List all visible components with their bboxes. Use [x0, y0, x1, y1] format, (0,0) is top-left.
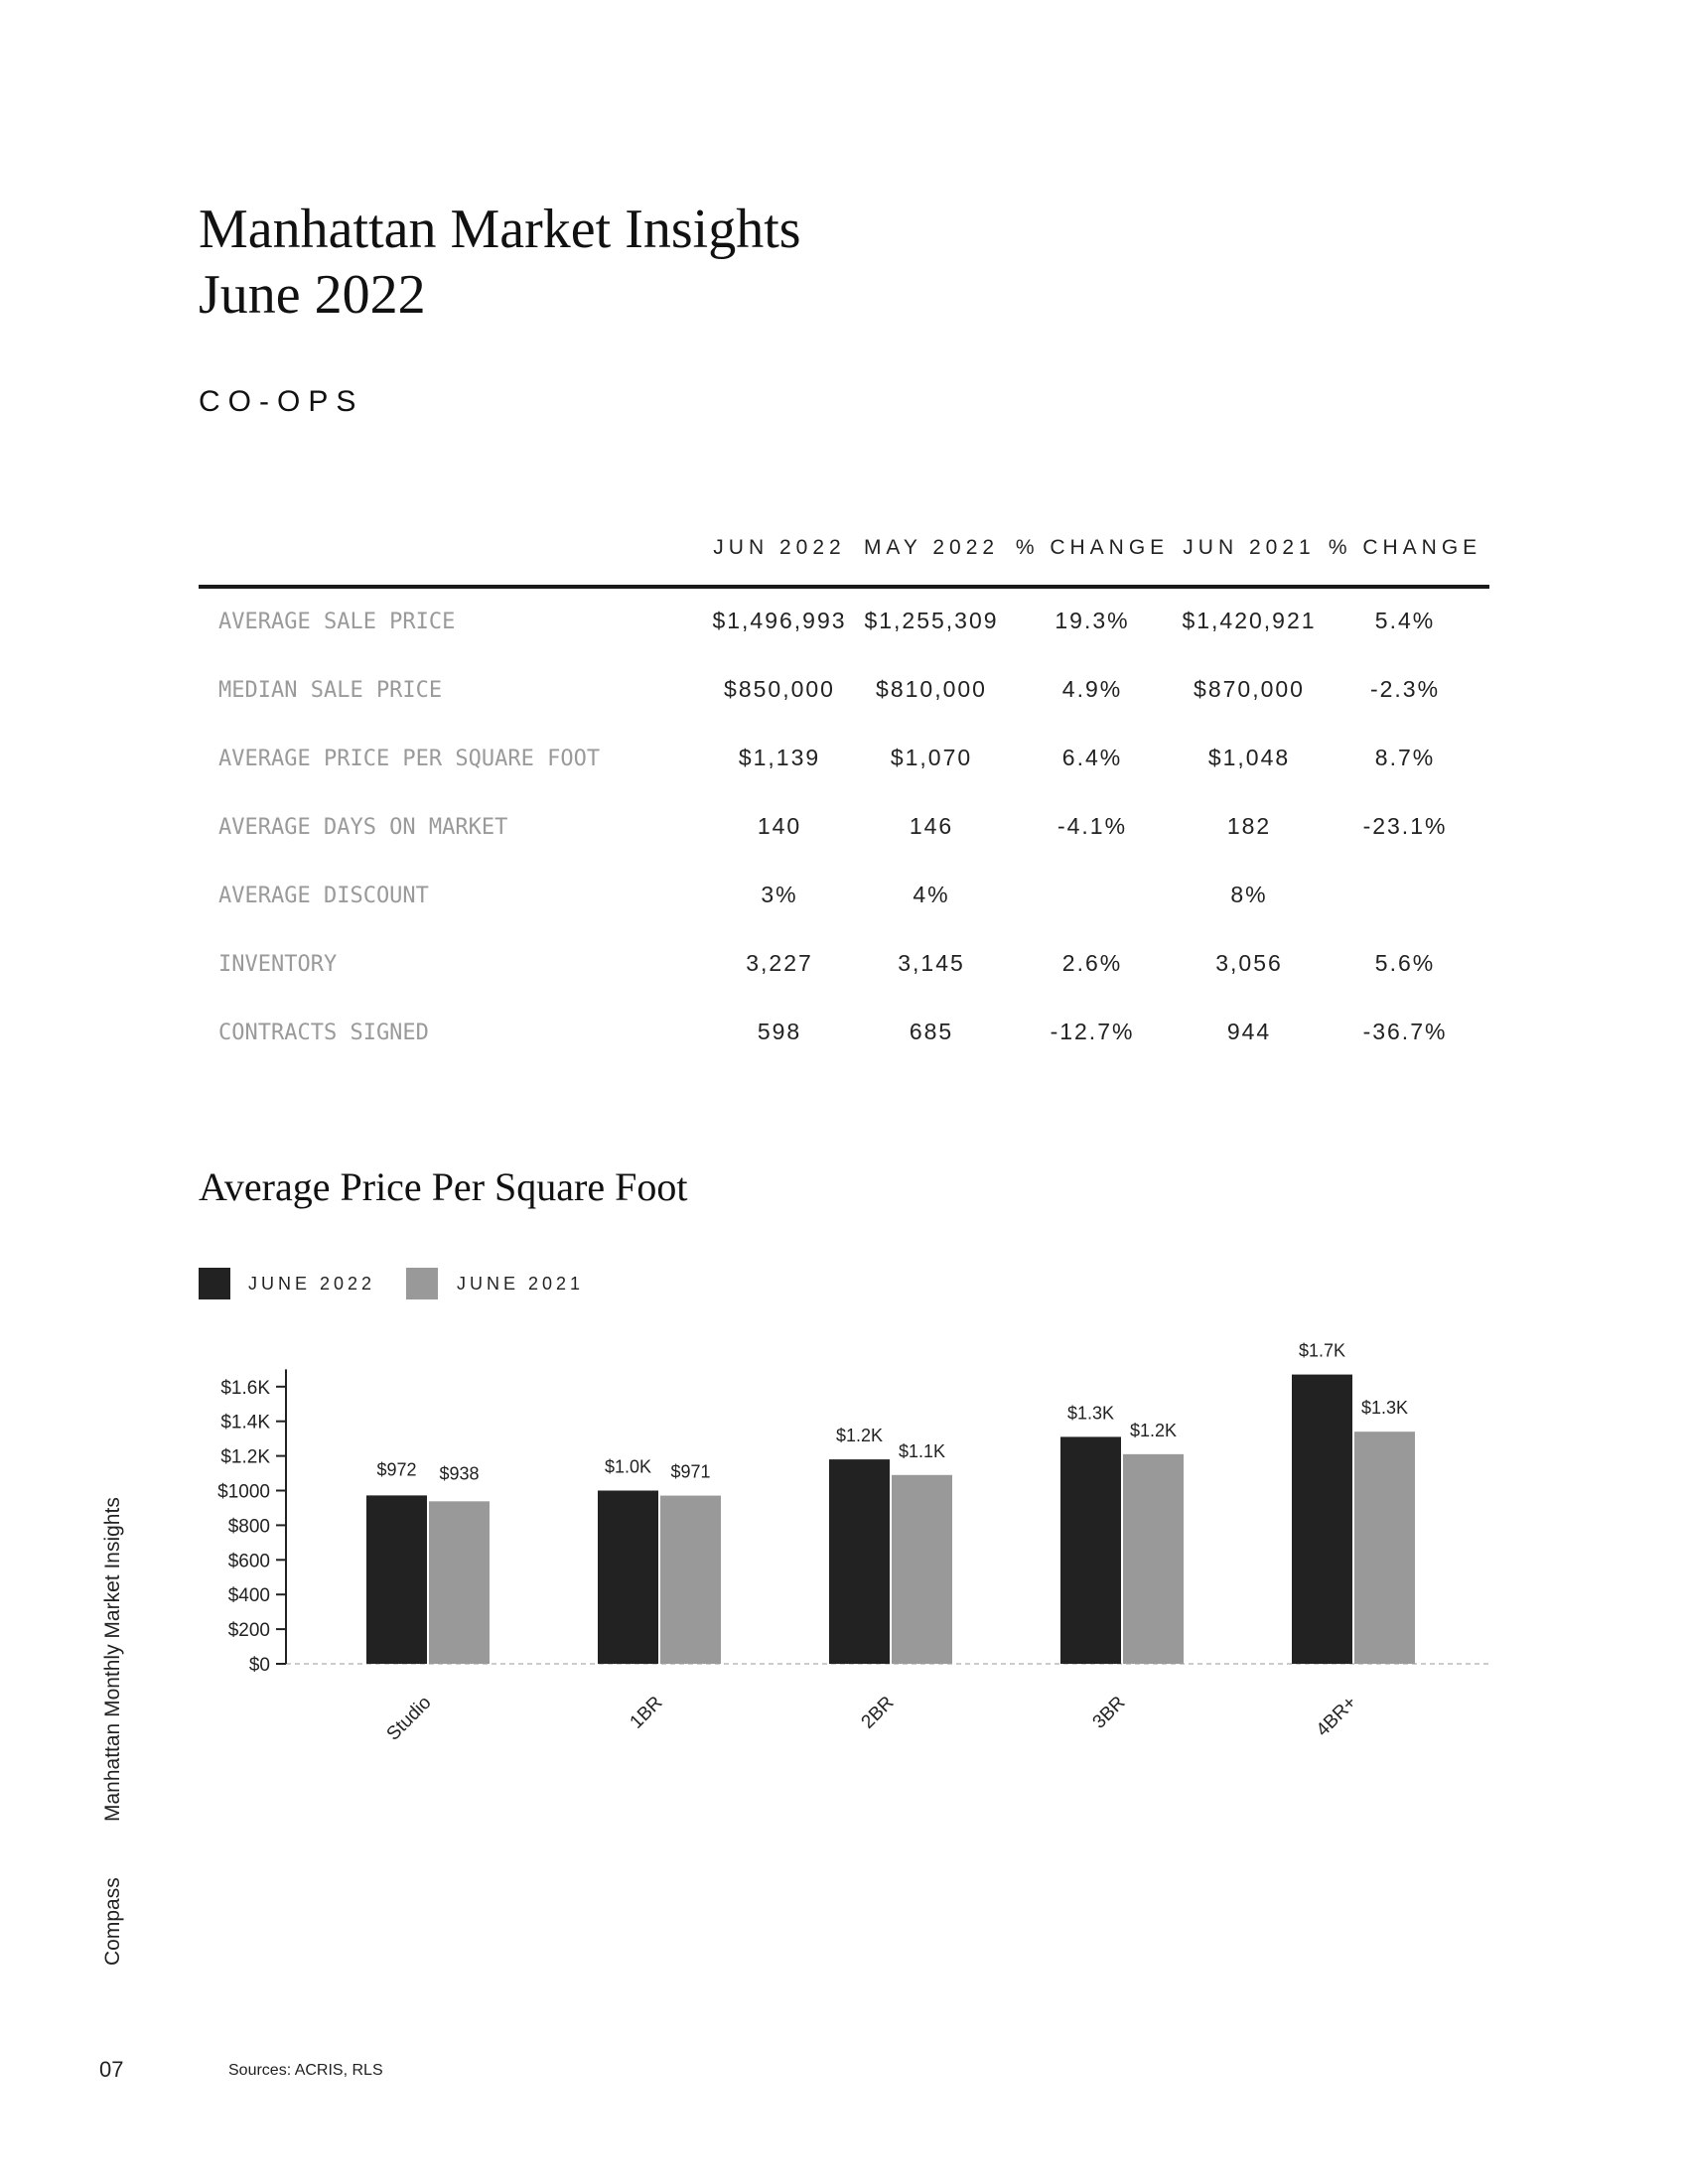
table-cell: 3%	[761, 882, 798, 907]
table-cell: 3,056	[1215, 950, 1283, 976]
table-cell: 3,145	[898, 950, 965, 976]
bar-2br-june-2022	[829, 1459, 890, 1664]
page-number: 07	[99, 2057, 124, 2082]
bar-3br-june-2022	[1060, 1436, 1121, 1664]
table-cell: $1,048	[1207, 745, 1291, 770]
table-cell: -12.7%	[1050, 1019, 1135, 1044]
table-cell: -23.1%	[1362, 813, 1448, 839]
column-header-change-year: % CHANGE	[1328, 536, 1482, 559]
table-cell: $1,139	[738, 745, 821, 770]
column-header-may-2022: MAY 2022	[863, 536, 1000, 559]
side-publication: Manhattan Monthly Market Insights	[101, 1497, 124, 1822]
y-tick-label: $200	[227, 1620, 270, 1642]
column-header-jun-2022: JUN 2022	[713, 536, 846, 559]
row-label: INVENTORY	[218, 952, 338, 977]
data-label: $938	[439, 1463, 480, 1484]
table-cell: 944	[1226, 1019, 1272, 1044]
table-cell: 19.3%	[1055, 608, 1130, 633]
table-cell: 182	[1226, 813, 1272, 839]
table-cell: 2.6%	[1061, 950, 1123, 976]
bar-4brplus-june-2022	[1292, 1375, 1352, 1664]
y-tick-label: $1.2K	[220, 1446, 270, 1468]
side-brand: Compass	[101, 1877, 124, 1966]
table-cell: $850,000	[724, 676, 835, 702]
row-label: AVERAGE PRICE PER SQUARE FOOT	[218, 747, 601, 771]
table-cell: 5.6%	[1374, 950, 1436, 976]
data-label: $971	[670, 1461, 711, 1482]
data-label: $1.0K	[604, 1456, 652, 1477]
y-tick-label: $800	[227, 1516, 270, 1538]
table-cell: 146	[909, 813, 954, 839]
bar-3br-june-2021	[1123, 1454, 1184, 1664]
table-cell: -2.3%	[1369, 676, 1441, 702]
table-cell: $1,070	[890, 745, 973, 770]
row-label: AVERAGE DAYS ON MARKET	[218, 815, 508, 840]
table-cell: 6.4%	[1061, 745, 1123, 770]
x-tick-label: 4BR+	[1312, 1692, 1361, 1741]
table-cell: 4%	[913, 882, 950, 907]
table-cell: -36.7%	[1362, 1019, 1448, 1044]
data-label: $1.1K	[898, 1440, 946, 1461]
y-tick-label: $1.4K	[220, 1412, 270, 1433]
data-label: $1.2K	[1129, 1420, 1178, 1440]
data-label: $1.3K	[1360, 1398, 1409, 1419]
legend-label-june-2022: JUNE 2022	[248, 1274, 376, 1294]
data-label: $1.3K	[1066, 1403, 1115, 1424]
y-tick-label: $400	[227, 1585, 270, 1607]
data-label: $1.7K	[1298, 1340, 1346, 1361]
table-cell: 685	[909, 1019, 954, 1044]
table-cell: $1,496,993	[712, 608, 847, 633]
data-label: $1.2K	[835, 1426, 884, 1446]
table-cell: 8.7%	[1374, 745, 1436, 770]
table-cell: $870,000	[1194, 676, 1305, 702]
bar-1br-june-2022	[598, 1491, 658, 1665]
table-cell: $810,000	[876, 676, 987, 702]
table-cell: 4.9%	[1061, 676, 1123, 702]
row-label: CONTRACTS SIGNED	[218, 1021, 429, 1045]
table-cell: -4.1%	[1056, 813, 1128, 839]
table-cell: 5.4%	[1374, 608, 1436, 633]
y-tick-label: $1000	[217, 1481, 270, 1503]
legend-label-june-2021: JUNE 2021	[457, 1274, 585, 1294]
row-label: AVERAGE DISCOUNT	[218, 884, 429, 908]
x-tick-label: 3BR	[1088, 1692, 1130, 1733]
bar-4brplus-june-2021	[1354, 1432, 1415, 1664]
x-tick-label: Studio	[382, 1692, 436, 1745]
column-header-jun-2021: JUN 2021	[1183, 536, 1316, 559]
bar-2br-june-2021	[892, 1475, 952, 1664]
table-cell: 8%	[1230, 882, 1268, 907]
title-line-2: June 2022	[199, 264, 426, 326]
data-label: $972	[376, 1459, 417, 1480]
table-cell: 140	[757, 813, 802, 839]
x-tick-label: 1BR	[626, 1692, 667, 1733]
row-label: AVERAGE SALE PRICE	[218, 610, 456, 634]
y-tick-label: $600	[227, 1551, 270, 1572]
bar-studio-june-2021	[429, 1501, 490, 1664]
table-cell: 598	[757, 1019, 802, 1044]
y-tick-label: $1.6K	[220, 1377, 270, 1399]
table-cell: $1,255,309	[864, 608, 999, 633]
row-label: MEDIAN SALE PRICE	[218, 678, 443, 703]
section-label: CO-OPS	[199, 385, 364, 418]
sources-note: Sources: ACRIS, RLS	[228, 2062, 383, 2079]
chart-title: Average Price Per Square Foot	[199, 1164, 688, 1209]
column-header-change-month: % CHANGE	[1015, 536, 1170, 559]
table-cell: $1,420,921	[1182, 608, 1317, 633]
bar-studio-june-2022	[366, 1495, 427, 1664]
title-line-1: Manhattan Market Insights	[199, 199, 801, 260]
table-cell: 3,227	[746, 950, 813, 976]
x-tick-label: 2BR	[857, 1692, 899, 1733]
bar-1br-june-2021	[660, 1496, 721, 1664]
y-tick-label: $0	[248, 1655, 270, 1676]
